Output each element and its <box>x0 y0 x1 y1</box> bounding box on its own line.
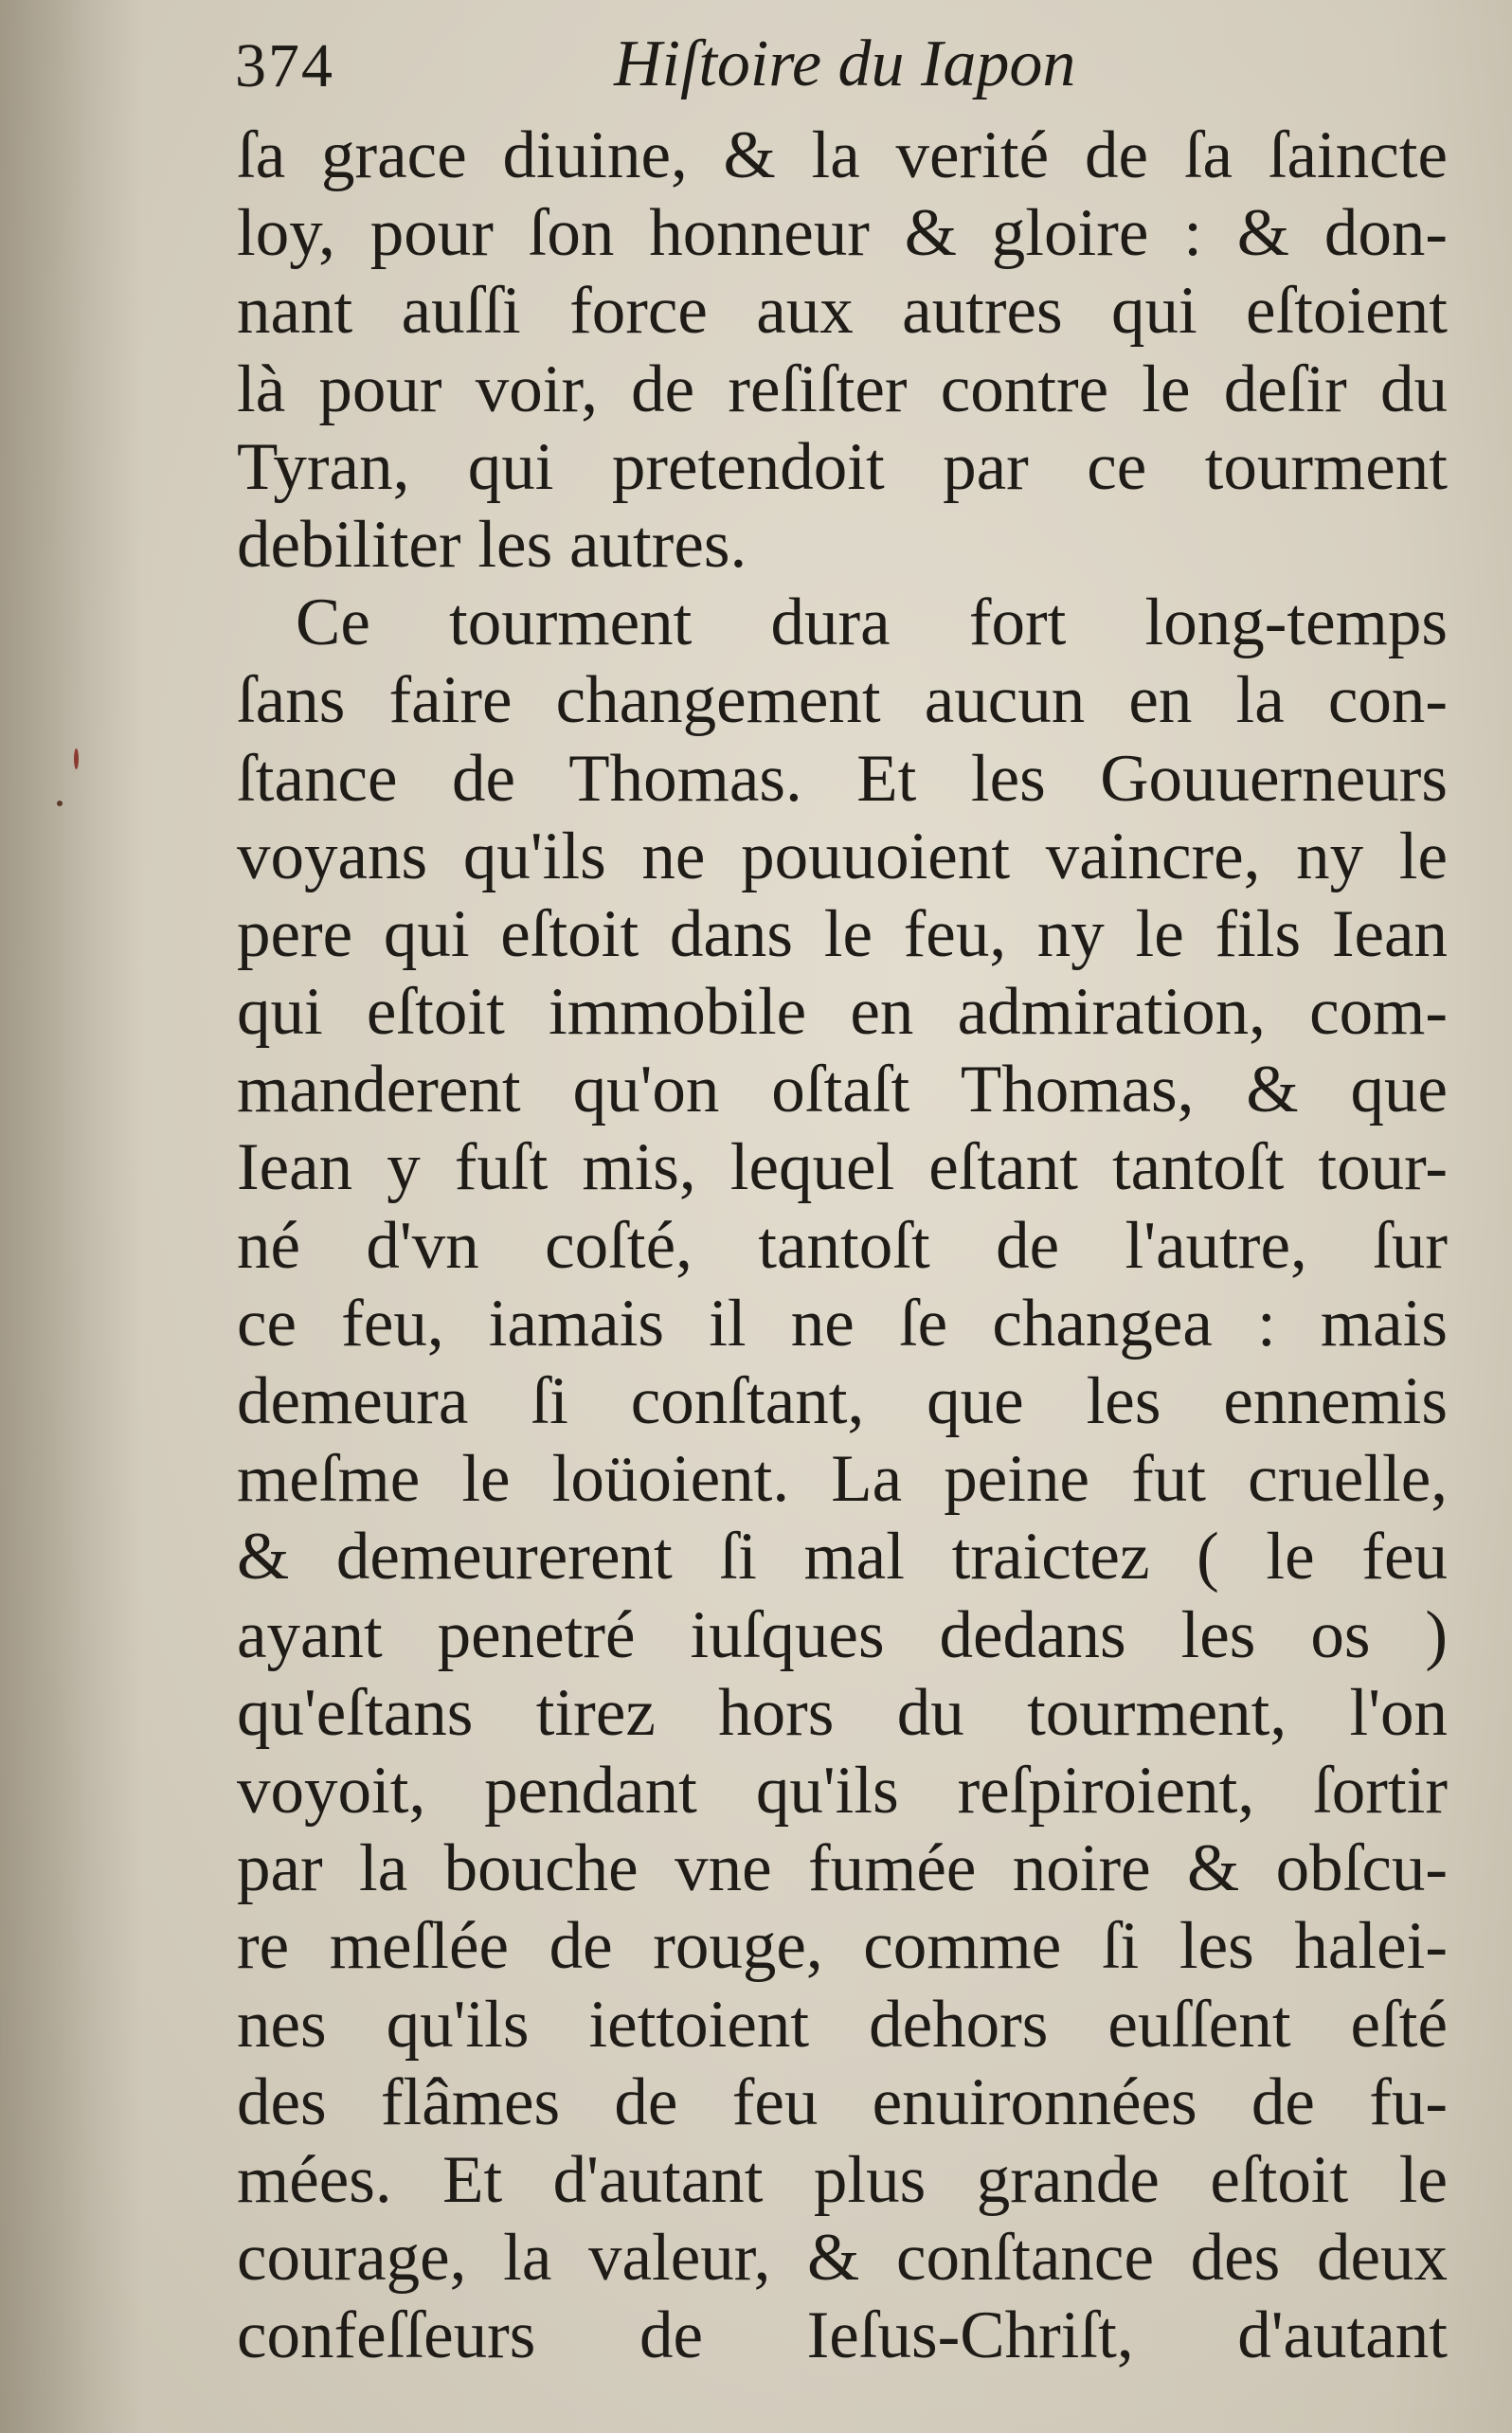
text-line: re meſlée de rouge, comme ſi les halei- <box>237 1909 1448 1984</box>
text-line: nes qu'ils iettoient dehors euſſent eſté <box>237 1987 1448 2062</box>
text-line: meſme le loüoient. La peine fut cruelle, <box>237 1442 1448 1517</box>
text-line: voyoit, pendant qu'ils reſpiroient, ſortir <box>237 1753 1448 1828</box>
text-line: pere qui eſtoit dans le feu, ny le fils Iean <box>237 896 1448 971</box>
text-line: nant auſſi force aux autres qui eſtoient <box>237 274 1448 349</box>
ink-speck <box>74 748 79 769</box>
text-line: ſa grace diuine, & la verité de ſa ſaincte <box>237 118 1448 192</box>
text-line: ſans faire changement aucun en la con- <box>237 663 1448 738</box>
text-line: mées. Et d'autant plus grande eſtoit le <box>237 2142 1448 2217</box>
text-line: demeura ſi conſtant, que les ennemis <box>237 1364 1448 1438</box>
text-line: courage, la valeur, & conſtance des deux <box>237 2221 1448 2296</box>
page-number: 374 <box>235 31 334 100</box>
body-text <box>237 117 1448 2374</box>
text-line: qu'eſtans tirez hors du tourment, l'on <box>237 1675 1448 1750</box>
text-line: confeſſeurs de Ieſus-Chriſt, d'autant <box>237 2298 1448 2373</box>
ink-speck <box>57 801 63 806</box>
text-line: debiliter les autres. <box>237 507 747 582</box>
text-line: Ce tourment dura fort long-temps <box>296 586 1448 660</box>
running-head: Hiſtoire du Iapon <box>614 27 1076 100</box>
text-line: des flâmes de feu enuironnées de fu- <box>237 2064 1448 2139</box>
text-line: ſtance de Thomas. Et les Gouuerneurs <box>237 741 1448 816</box>
page-header <box>235 27 1457 121</box>
gutter-shadow <box>0 0 142 2433</box>
text-line: par la bouche vne fumée noire & obſcu- <box>237 1831 1448 1906</box>
text-line: & demeurerent ſi mal traictez ( le feu <box>237 1520 1448 1595</box>
text-line: ayant penetré iuſques dedans les os ) <box>237 1597 1448 1672</box>
text-line: Tyran, qui pretendoit par ce tourment <box>237 429 1448 504</box>
text-line: manderent qu'on oſtaſt Thomas, & que <box>237 1053 1448 1127</box>
text-line: là pour voir, de reſiſter contre le deſir du <box>237 351 1448 426</box>
text-line: loy, pour ſon honneur & gloire : & don- <box>237 196 1448 271</box>
text-line: voyans qu'ils ne pouuoient vaincre, ny le <box>237 819 1448 893</box>
text-line: ce feu, iamais il ne ſe changea : mais <box>237 1286 1448 1361</box>
text-line: Iean y fuſt mis, lequel eſtant tantoſt tour- <box>237 1130 1448 1205</box>
text-line: né d'vn coſté, tantoſt de l'autre, ſur <box>237 1208 1448 1283</box>
text-line: qui eſtoit immobile en admiration, com- <box>237 975 1448 1050</box>
